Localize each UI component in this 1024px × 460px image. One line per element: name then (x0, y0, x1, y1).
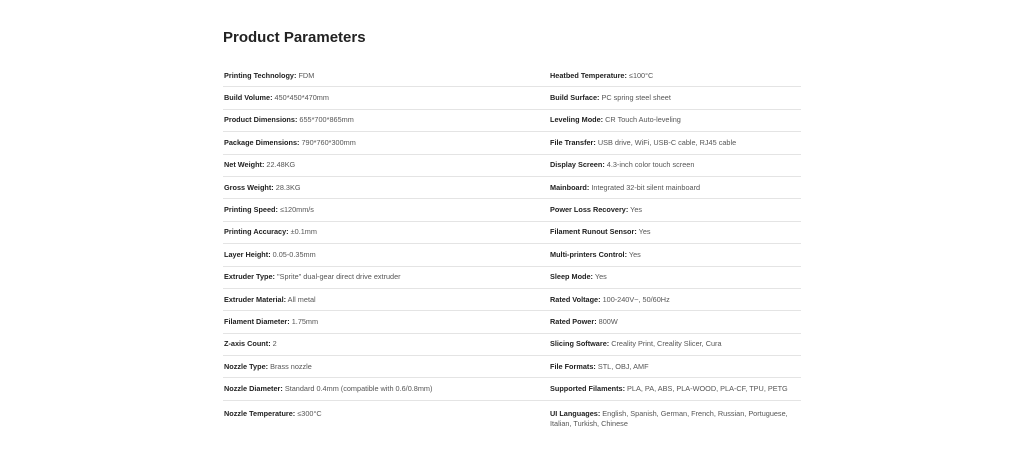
param-label: Printing Accuracy: (224, 227, 289, 237)
param-label: Filament Diameter: (224, 316, 290, 326)
param-value: Yes (636, 227, 651, 237)
param-value: Brass nozzle (268, 361, 312, 371)
param-text (550, 183, 700, 193)
param-label: Build Surface: (550, 93, 600, 103)
param-value: 28.3KG (273, 182, 301, 192)
param-label: Printing Technology: (224, 70, 297, 80)
param-value: CR Touch Auto-leveling (603, 115, 681, 125)
param-text (224, 317, 318, 327)
param-row (549, 311, 801, 333)
param-value: 790*760*300mm (299, 137, 356, 147)
param-text (550, 250, 641, 260)
param-row (549, 244, 801, 266)
param-value: 100-240V~, 50/60Hz (600, 294, 670, 304)
param-label: Sleep Mode: (550, 272, 593, 282)
param-label: Net Weight: (224, 160, 265, 170)
param-label: Nozzle Diameter: (224, 384, 283, 394)
param-label: Slicing Software: (550, 339, 610, 349)
param-label: Layer Height: (224, 249, 271, 259)
param-value: PLA, PA, ABS, PLA-WOOD, PLA-CF, TPU, PETG (625, 384, 788, 394)
param-value: ±0.1mm (288, 227, 317, 237)
param-text (224, 115, 354, 125)
param-value: STL, OBJ, AMF (595, 361, 649, 371)
param-row (223, 289, 549, 311)
param-text (224, 138, 356, 148)
param-label: Supported Filaments: (550, 384, 625, 394)
param-row (549, 199, 801, 221)
param-label: Printing Speed: (224, 205, 278, 215)
param-text (550, 384, 788, 394)
param-text (224, 71, 314, 81)
param-label: Z-axis Count: (224, 339, 271, 349)
param-row (549, 378, 801, 400)
param-row (549, 401, 801, 433)
param-label: Filament Runout Sensor: (550, 227, 637, 237)
param-label: UI Languages: (550, 408, 601, 418)
param-text (224, 205, 314, 215)
param-text (550, 362, 649, 372)
param-value: 22.48KG (264, 160, 296, 170)
param-value: Yes (627, 249, 641, 259)
param-row (223, 401, 549, 433)
param-value: 450*450*470mm (272, 93, 329, 103)
product-parameters-section (223, 28, 801, 433)
param-value: ≤100°C (626, 70, 654, 80)
param-row (223, 177, 549, 199)
param-value: FDM (296, 70, 315, 80)
param-text (550, 295, 670, 305)
param-value: 655*700*865mm (297, 115, 354, 125)
param-row (549, 132, 801, 154)
param-text (224, 160, 295, 170)
param-row (549, 289, 801, 311)
param-text (224, 339, 277, 349)
param-label: Build Volume: (224, 93, 273, 103)
param-row (223, 378, 549, 400)
param-value: Creality Print, Creality Slicer, Cura (609, 339, 722, 349)
param-value: 1.75mm (289, 316, 319, 326)
param-text (550, 227, 651, 237)
param-value: All metal (286, 294, 316, 304)
param-row (223, 267, 549, 289)
parameters-table (223, 65, 801, 433)
param-text (224, 93, 329, 103)
param-text (224, 409, 322, 419)
param-text (224, 227, 317, 237)
param-row (223, 132, 549, 154)
param-text (224, 295, 316, 305)
param-row (223, 244, 549, 266)
param-label: File Formats: (550, 361, 596, 371)
param-text (550, 409, 801, 429)
param-value: Integrated 32-bit silent mainboard (589, 182, 701, 192)
param-text (550, 93, 671, 103)
param-row (223, 199, 549, 221)
param-label: Display Screen: (550, 160, 605, 170)
param-label: Package Dimensions: (224, 137, 300, 147)
param-row (223, 87, 549, 109)
param-label: Nozzle Temperature: (224, 408, 296, 418)
param-row (549, 155, 801, 177)
param-label: Heatbed Temperature: (550, 70, 627, 80)
param-value: 800W (596, 316, 618, 326)
param-label: Rated Power: (550, 316, 597, 326)
param-value: English, Spanish, German, French, Russian, Portuguese, Italian, Turkish, Chinese (550, 408, 788, 428)
param-label: Leveling Mode: (550, 115, 604, 125)
param-value: ≤300°C (295, 408, 322, 418)
param-text (224, 250, 316, 260)
param-value: ≤120mm/s (277, 205, 314, 215)
param-label: Power Loss Recovery: (550, 205, 629, 215)
param-row (223, 311, 549, 333)
param-value: 2 (270, 339, 277, 349)
param-text (224, 272, 401, 282)
param-text (224, 384, 432, 394)
param-text (550, 205, 642, 215)
param-row (549, 267, 801, 289)
param-label: Extruder Material: (224, 294, 287, 304)
param-row (223, 65, 549, 87)
param-value: PC spring steel sheet (599, 93, 671, 103)
param-label: File Transfer: (550, 137, 596, 147)
param-row (549, 87, 801, 109)
param-label: Product Dimensions: (224, 115, 298, 125)
param-row (223, 222, 549, 244)
param-row (549, 65, 801, 87)
param-text (224, 362, 312, 372)
param-label: Extruder Type: (224, 272, 275, 282)
param-row (549, 222, 801, 244)
param-label: Mainboard: (550, 182, 590, 192)
section-title: Product Parameters (223, 29, 366, 46)
param-label: Gross Weight: (224, 182, 274, 192)
param-label: Rated Voltage: (550, 294, 601, 304)
param-value: "Sprite" dual-gear direct drive extruder (274, 272, 401, 282)
param-label: Multi-printers Control: (550, 249, 628, 259)
param-value: Yes (628, 205, 643, 215)
param-row (549, 177, 801, 199)
param-text (550, 138, 736, 148)
param-text (550, 71, 653, 81)
param-text (224, 183, 301, 193)
param-row (223, 155, 549, 177)
param-text (550, 317, 618, 327)
param-value: 4.3-inch color touch screen (604, 160, 695, 170)
param-text (550, 339, 722, 349)
param-row (549, 110, 801, 132)
param-row (223, 356, 549, 378)
param-value: 0.05-0.35mm (270, 249, 316, 259)
param-label: Nozzle Type: (224, 361, 269, 371)
param-value: Yes (592, 272, 607, 282)
param-text (550, 115, 681, 125)
param-text (550, 160, 694, 170)
param-row (549, 334, 801, 356)
param-row (549, 356, 801, 378)
param-row (223, 110, 549, 132)
param-text (550, 272, 607, 282)
param-value: USB drive, WiFi, USB-C cable, RJ45 cable (595, 137, 737, 147)
param-value: Standard 0.4mm (compatible with 0.6/0.8mm) (282, 384, 433, 394)
param-row (223, 334, 549, 356)
